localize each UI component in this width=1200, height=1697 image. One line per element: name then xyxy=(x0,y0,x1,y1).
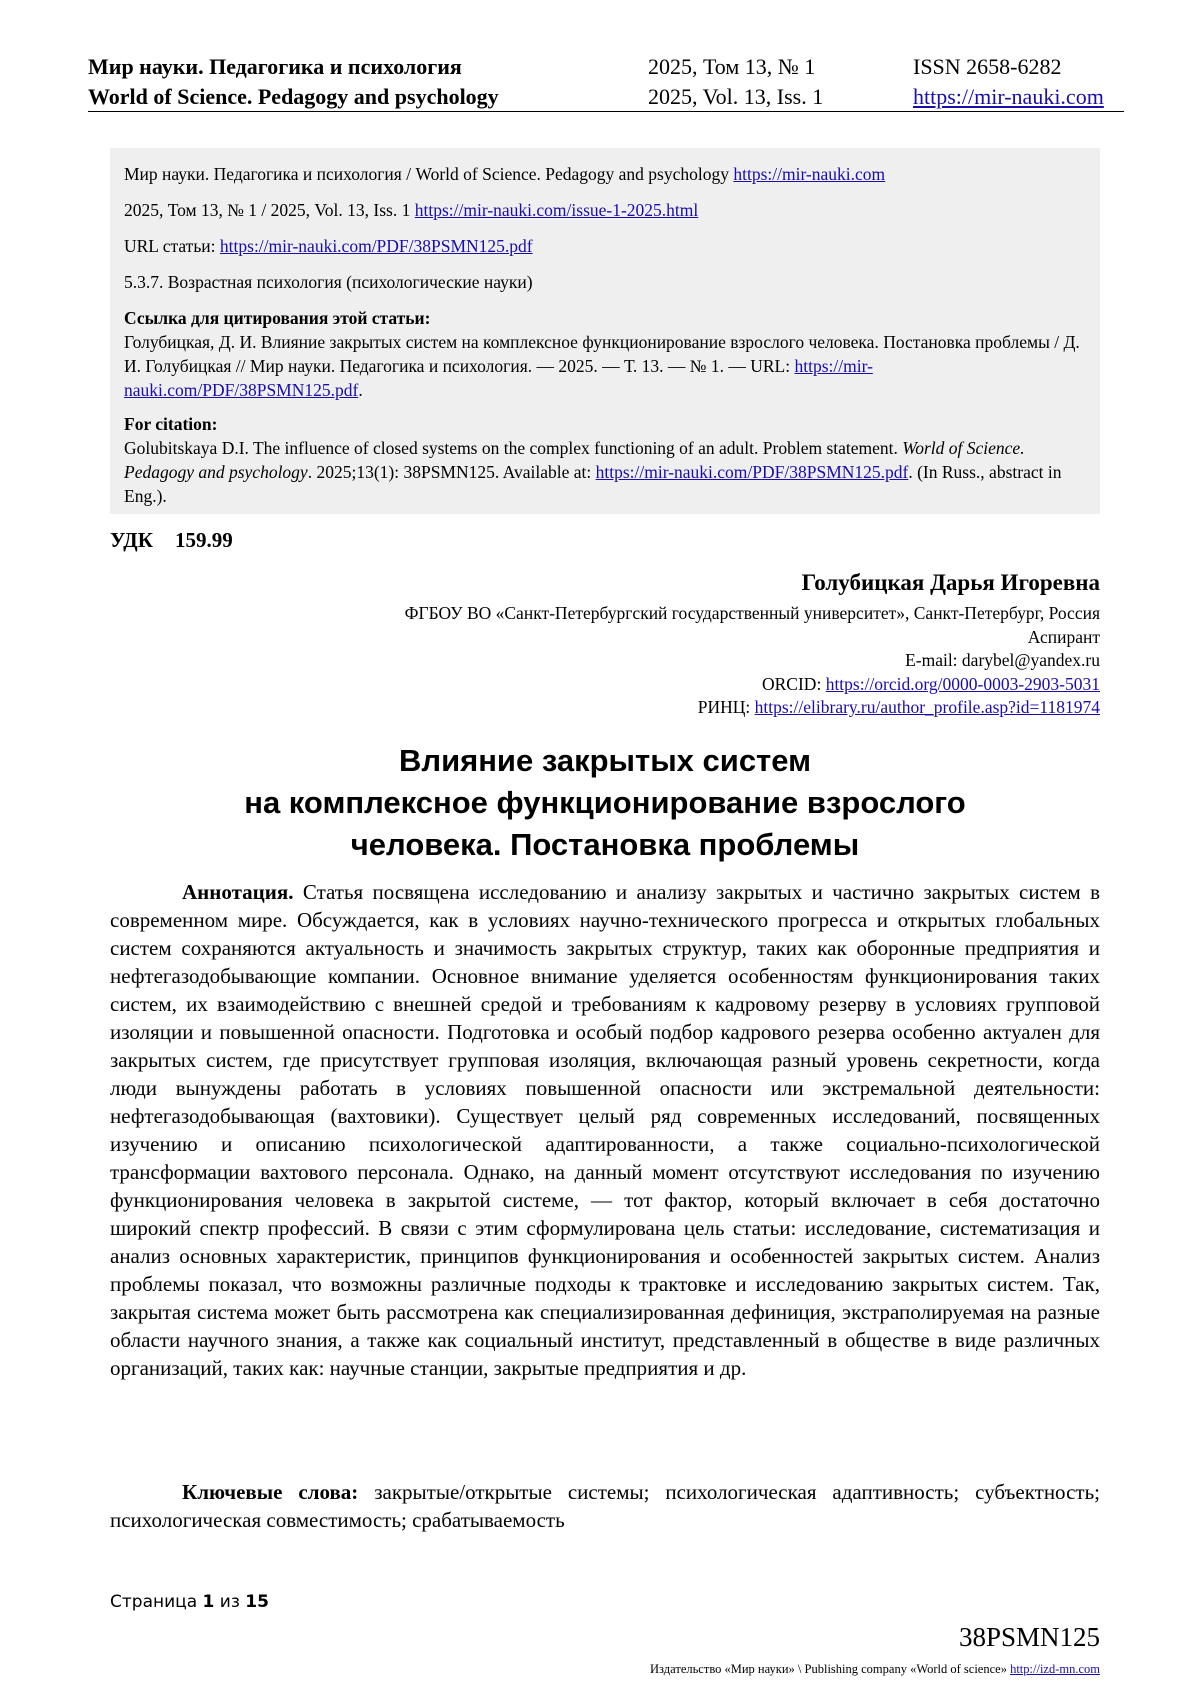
ru-citation-heading: Ссылка для цитирования этой статьи: xyxy=(124,308,431,328)
author-email: E-mail: darybel@yandex.ru xyxy=(905,650,1100,670)
journal-name-en: World of Science. Pedagogy and psychology xyxy=(88,84,499,109)
journal-name-ru: Мир науки. Педагогика и психология xyxy=(88,54,462,79)
abstract-text: Статья посвящена исследованию и анализу закрытых и частично закрытых систем в современном мире. Обсуждается, как в условиях научно-технического прогресса и открытых глобальных систем сохраняются актуальность и значимость закрытых структур, таких как оборонные предприятия и нефтегазодобывающие компании. Основное внимание уделяется особенностям функционирования таких систем, их взаимодействию с внешней средой и требованиям к кадровому резерву в условиях групповой изоляции и повышенной опасности. Подготовка и особый подбор кадрового резерва особенно актуален для закрытых систем, где присутствует групповая изоляция, включающая разный уровень секретности, когда люди вынуждены работать в условиях повышенной опасности или экстремальной деятельности: нефтегазодобывающая (вахтовики). Существует целый ряд современных исследований, посвященных изучению и описанию психологической адаптированности, а также социально-психологической трансформации вахтового персонала. Однако, на данный момент отсутствуют исследования по изучению функционирования человека в закрытой системе, — тот фактор, который включает в себя достаточно широкий спектр профессий. В связи с этим сформулирована цель статьи: исследование, систематизация и анализ основных характеристик, принципов функционирования и особенностей закрытых систем. Анализ проблемы показал, что возможны различные подходы к трактовке и исследованию закрытых систем. Так, закрытая система может быть рассмотрена как специализированная дефиниция, экстраполируемая на разные области научного знания, а также как социальный институт, представленный в обществе в виде различных организаций, таких как: научные станции, закрытые предприятия и др. xyxy=(110,880,1100,1380)
article-id: 38PSMN125 xyxy=(958,1622,1100,1652)
journal-header xyxy=(88,52,1124,112)
author-rinc: РИНЦ: https://elibrary.ru/author_profile.asp?id=1181974 xyxy=(697,697,1100,717)
issue-ru: 2025, Том 13, № 1 xyxy=(648,54,816,79)
specialty: 5.3.7. Возрастная психология (психологические науки) xyxy=(124,272,533,292)
cite-line-journal: Мир науки. Педагогика и психология / World of Science. Pedagogy and psychology https://mir-nauki.com xyxy=(124,164,886,184)
author-position: Аспирант xyxy=(1027,626,1100,647)
article-title xyxy=(110,740,1100,866)
page-current: 1 xyxy=(202,1592,215,1612)
title-line-3: человека. Постановка проблемы xyxy=(350,827,860,862)
author-orcid: ORCID: https://orcid.org/0000-0003-2903-5031 xyxy=(762,673,1100,694)
keywords xyxy=(110,1478,1100,1534)
issue-en: 2025, Vol. 13, Iss. 1 xyxy=(648,84,824,109)
page-total: 15 xyxy=(245,1592,269,1612)
title-line-1: Влияние закрытых систем xyxy=(398,743,812,778)
ru-citation-link[interactable]: https://mir-nauki.com/PDF/38PSMN125.pdf xyxy=(124,356,873,400)
en-citation-heading: For citation: xyxy=(124,414,218,434)
cite-line-url: URL статьи: https://mir-nauki.com/PDF/38PSMN125.pdf xyxy=(124,236,533,256)
issn: ISSN 2658-6282 xyxy=(913,54,1062,79)
citation-box xyxy=(110,148,1100,514)
author-affiliation: ФГБОУ ВО «Санкт-Петербургский государственный университет», Санкт-Петербург, Россия xyxy=(404,603,1100,623)
en-citation: For citation: Golubitskaya D.I. The influence of closed systems on the complex functioning of an adult. Problem statement. World of Science. Pedagogy and psychology. 2025;13(1): 38PSMN125. Available at: https://mir-nauki.com/PDF/38PSMN125.pdf. (In Russ., abstract in Eng.). xyxy=(124,414,1062,506)
cite-line-issue: 2025, Том 13, № 1 / 2025, Vol. 13, Iss. 1 https://mir-nauki.com/issue-1-2025.html xyxy=(124,200,699,220)
author-name: Голубицкая Дарья Игоревна xyxy=(801,570,1100,595)
issue-info xyxy=(648,52,823,112)
udk-label: УДК xyxy=(110,528,153,552)
orcid-link[interactable]: https://orcid.org/0000-0003-2903-5031 xyxy=(825,673,1100,694)
en-citation-link[interactable]: https://mir-nauki.com/PDF/38PSMN125.pdf xyxy=(595,462,909,482)
keywords-label: Ключевые слова: xyxy=(182,1480,359,1504)
issn-block xyxy=(913,52,1104,112)
ru-citation-text: Голубицкая, Д. И. Влияние закрытых систем на комплексное функционирование взрослого человека. Постановка проблемы / Д. И. Голубицкая // Мир науки. Педагогика и психология. — 2025. — Т. 13. — № 1. — URL: xyxy=(124,332,1080,376)
abstract-label: Аннотация. xyxy=(182,880,294,904)
page-number: Страница 1 из 15 xyxy=(110,1592,269,1612)
journal-name xyxy=(88,52,499,112)
publisher-link[interactable]: http://izd-mn.com xyxy=(1010,1662,1100,1676)
en-citation-journal: World of Science. Pedagogy and psychology xyxy=(124,438,1025,482)
abstract xyxy=(110,878,1100,1382)
journal-site-link[interactable]: https://mir-nauki.com xyxy=(733,164,886,184)
title-line-2: на комплексное функционирование взрослого xyxy=(244,785,966,820)
issue-link[interactable]: https://mir-nauki.com/issue-1-2025.html xyxy=(414,200,699,220)
rinc-link[interactable]: https://elibrary.ru/author_profile.asp?id=1181974 xyxy=(754,697,1100,717)
ru-citation: Ссылка для цитирования этой статьи: Голубицкая, Д. И. Влияние закрытых систем на комплексное функционирование взрослого человека. Постановка проблемы / Д. И. Голубицкая // Мир науки. Педагогика и психология. — 2025. — Т. 13. — № 1. — URL: https://mir-nauki.com/PDF/38PSMN125.pdf. xyxy=(124,308,1080,400)
udk-value: 159.99 xyxy=(174,528,233,552)
keywords-text: закрытые/открытые системы; психологическая адаптивность; субъектность; психологическая совместимость; срабатываемость xyxy=(110,1480,1100,1532)
site-link[interactable]: https://mir-nauki.com xyxy=(913,84,1104,109)
article-url-link[interactable]: https://mir-nauki.com/PDF/38PSMN125.pdf xyxy=(219,236,533,256)
udk xyxy=(110,528,233,553)
author-block xyxy=(200,566,1100,720)
publisher-line: Издательство «Мир науки» \ Publishing company «World of science» http://izd-mn.com xyxy=(650,1662,1100,1676)
